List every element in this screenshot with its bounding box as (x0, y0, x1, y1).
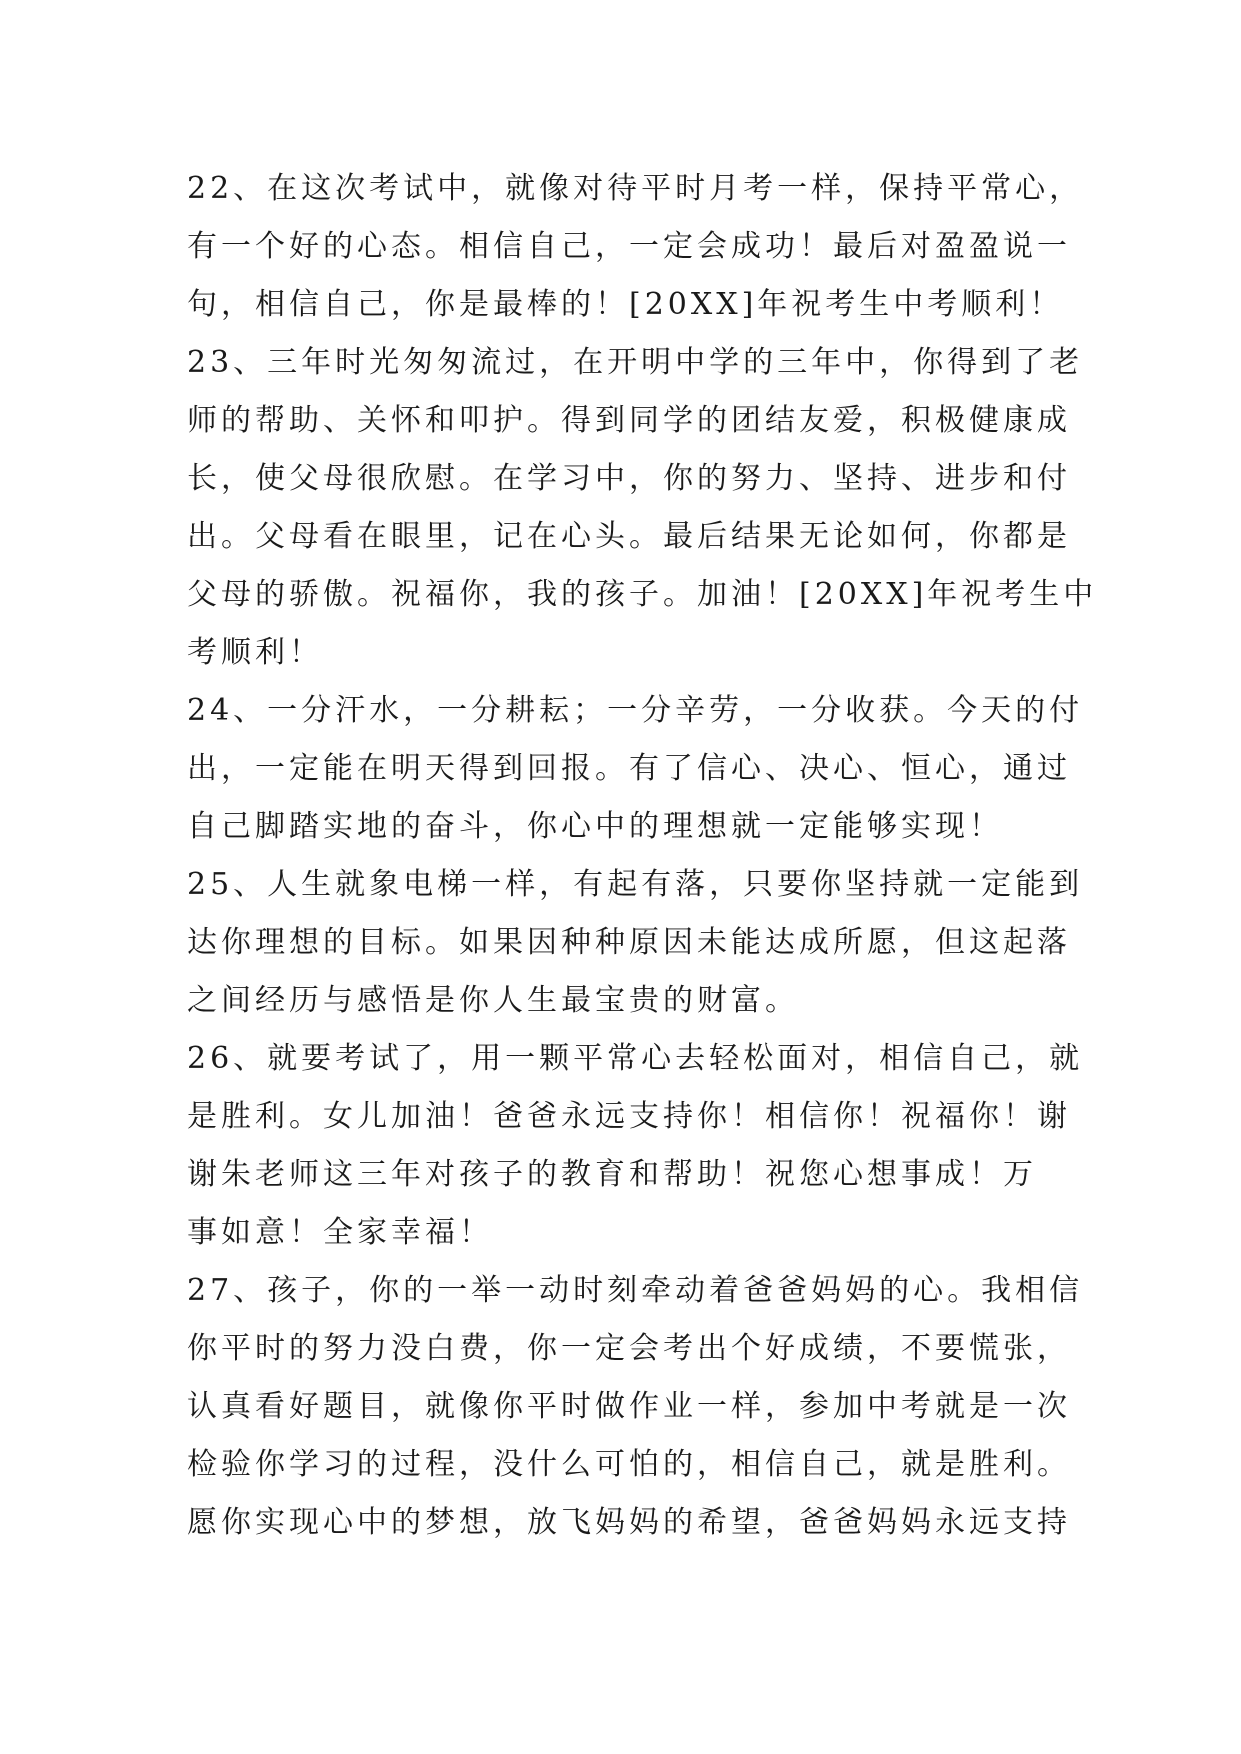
document-body (187, 160, 1098, 1552)
text-line: 父母的骄傲。祝福你，我的孩子。加油！[20XX]年祝考生中 (187, 577, 1098, 612)
text-line: 是胜利。女儿加油！爸爸永远支持你！相信你！祝福你！谢 (187, 1099, 1071, 1134)
text-line: 27、孩子，你的一举一动时刻牵动着爸爸妈妈的心。我相信 (187, 1273, 1084, 1308)
text-line: 愿你实现心中的梦想，放飞妈妈的希望，爸爸妈妈永远支持 (187, 1505, 1071, 1540)
text-line: 事如意！全家幸福！ (187, 1215, 493, 1250)
text-line: 出。父母看在眼里，记在心头。最后结果无论如何，你都是 (187, 519, 1071, 554)
text-line: 22、在这次考试中，就像对待平时月考一样，保持平常心， (187, 171, 1084, 206)
text-line: 24、一分汗水，一分耕耘；一分辛劳，一分收获。今天的付 (187, 693, 1084, 728)
text-line: 考顺利！ (187, 635, 323, 670)
text-line: 出，一定能在明天得到回报。有了信心、决心、恒心，通过 (187, 751, 1071, 786)
text-line: 句，相信自己，你是最棒的！[20XX]年祝考生中考顺利！ (187, 287, 1064, 322)
text-line: 检验你学习的过程，没什么可怕的，相信自己，就是胜利。 (187, 1447, 1071, 1482)
text-line: 认真看好题目，就像你平时做作业一样，参加中考就是一次 (187, 1389, 1071, 1424)
text-line: 你平时的努力没白费，你一定会考出个好成绩，不要慌张， (187, 1331, 1071, 1366)
text-line: 自己脚踏实地的奋斗，你心中的理想就一定能够实现！ (187, 809, 1003, 844)
text-line: 长，使父母很欣慰。在学习中，你的努力、坚持、进步和付 (187, 461, 1071, 496)
text-line: 达你理想的目标。如果因种种原因未能达成所愿，但这起落 (187, 925, 1071, 960)
text-line: 有一个好的心态。相信自己，一定会成功！最后对盈盈说一 (187, 229, 1071, 264)
text-line: 26、就要考试了，用一颗平常心去轻松面对，相信自己，就 (187, 1041, 1084, 1076)
text-line: 谢朱老师这三年对孩子的教育和帮助！祝您心想事成！万 (187, 1157, 1037, 1192)
text-line: 25、人生就象电梯一样，有起有落，只要你坚持就一定能到 (187, 867, 1084, 902)
text-line: 23、三年时光匆匆流过，在开明中学的三年中，你得到了老 (187, 345, 1084, 380)
text-line: 之间经历与感悟是你人生最宝贵的财富。 (187, 983, 799, 1018)
text-line: 师的帮助、关怀和叩护。得到同学的团结友爱，积极健康成 (187, 403, 1071, 438)
